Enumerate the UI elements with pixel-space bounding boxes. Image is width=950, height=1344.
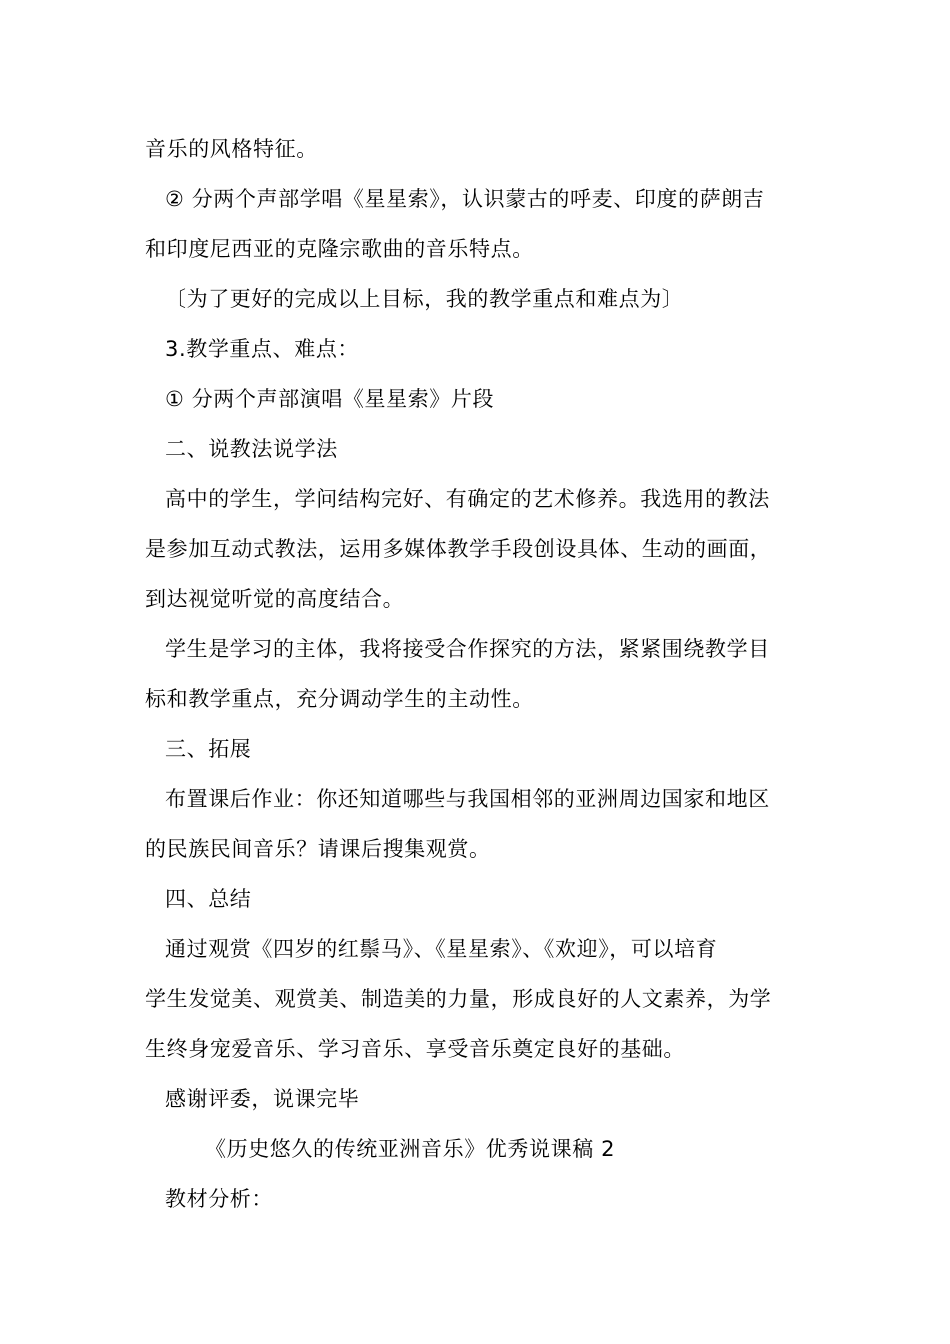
paragraph-line: 布置课后作业：你还知道哪些与我国相邻的亚洲周边国家和地区 xyxy=(165,787,770,811)
paragraph-line: 音乐的风格特征。 xyxy=(145,137,318,161)
section-heading: 四、总结 xyxy=(165,887,252,911)
section-heading: 二、说教法说学法 xyxy=(165,437,338,461)
paragraph-line: 高中的学生，学问结构完好、有确定的艺术修养。我选用的教法 xyxy=(165,487,770,511)
section-heading: 三、拓展 xyxy=(165,737,252,761)
paragraph-line: 通过观赏《四岁的红鬃马》、《星星索》、《欢迎》，可以培育 xyxy=(165,937,718,961)
paragraph-line: 到达视觉听觉的高度结合。 xyxy=(145,587,405,611)
paragraph-line: 标和教学重点，充分调动学生的主动性。 xyxy=(145,687,534,711)
paragraph-line: 生终身宠爱音乐、学习音乐、享受音乐奠定良好的基础。 xyxy=(145,1037,685,1061)
paragraph-line: ② 分两个声部学唱《星星索》，认识蒙古的呼麦、印度的萨朗吉 xyxy=(165,187,765,211)
paragraph-line: 是参加互动式教法，运用多媒体教学手段创设具体、生动的画面， xyxy=(145,537,772,561)
document-title: 《历史悠久的传统亚洲音乐》优秀说课稿 2 xyxy=(205,1137,616,1161)
paragraph-line: 学生是学习的主体，我将接受合作探究的方法，紧紧围绕教学目 xyxy=(165,637,770,661)
paragraph-line: 和印度尼西亚的克隆宗歌曲的音乐特点。 xyxy=(145,237,534,261)
paragraph-line: 的民族民间音乐？请课后搜集观赏。 xyxy=(145,837,491,861)
section-heading: 3.教学重点、难点： xyxy=(165,337,360,361)
paragraph-line: 学生发觉美、观赏美、制造美的力量，形成良好的人文素养，为学 xyxy=(145,987,772,1011)
paragraph-line: 〔为了更好的完成以上目标，我的教学重点和难点为〕 xyxy=(165,287,684,311)
section-heading: 教材分析： xyxy=(165,1187,273,1211)
paragraph-line: ① 分两个声部演唱《星星索》片段 xyxy=(165,387,495,411)
paragraph-line: 感谢评委，说课完毕 xyxy=(165,1087,360,1111)
